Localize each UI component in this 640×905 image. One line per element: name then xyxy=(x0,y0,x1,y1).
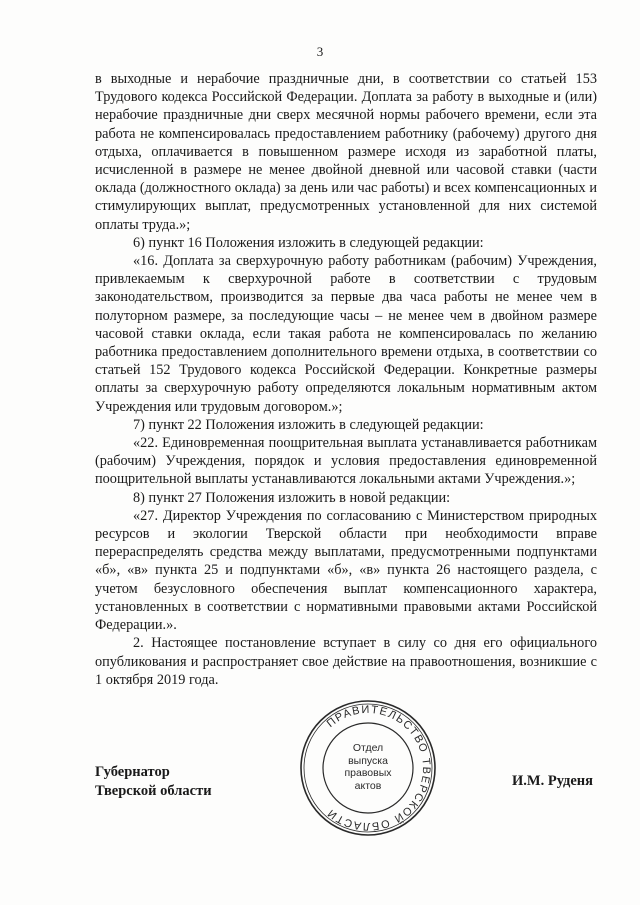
paragraph: «22. Единовременная поощрительная выплата устанавливается работникам (рабочим) Учреждения, порядок и условия предоставления единовременной поощрительной выплаты устанавливаются локальными актами Учреждения.»; xyxy=(95,435,597,488)
paragraph: 6) пункт 16 Положения изложить в следующей редакции: xyxy=(133,234,484,251)
position-line: Тверской области xyxy=(95,783,212,799)
paragraph: 2. Настоящее постановление вступает в силу со дня его официального опубликования и распространяет свое действие на правоотношения, возникшие с 1 октября 2019 года. xyxy=(95,635,597,688)
official-stamp xyxy=(298,698,438,838)
stamp-line: Отдел xyxy=(352,742,384,754)
document-body xyxy=(95,70,597,689)
paragraph: «27. Директор Учреждения по согласованию с Министерством природных ресурсов и экологии Тверской области при необходимости вправе перераспределять средства между выплатами, предусмотренными подпунктами «б», «в» пункта 25 и подпунктами «б», «в» пункта 26 настоящего раздела, с учетом безусловного обеспечения выплат компенсационного характера, установленных в соответствии с нормативными правовыми актами Российской Федерации.». xyxy=(95,507,597,634)
paragraph: 8) пункт 27 Положения изложить в новой редакции: xyxy=(133,489,451,506)
stamp-line: актов xyxy=(354,779,382,792)
signatory-position xyxy=(95,763,212,801)
stamp-center-text xyxy=(298,742,438,792)
stamp-line: правовых xyxy=(344,767,392,779)
signatory-name: И.М. Руденя xyxy=(512,773,594,789)
stamp-line: выпуска xyxy=(348,754,388,767)
stamp-ring-text: ПРАВИТЕЛЬСТВО ТВЕРСКОЙ ОБЛАСТИ xyxy=(324,703,433,833)
position-line: Губернатор xyxy=(95,764,170,780)
paragraph: в выходные и нерабочие праздничные дни, в соответствии со статьей 153 Трудового кодекса Российской Федерации. Доплата за работу в выходные и (или) нерабочие праздничные дни сверх месячной нормы рабочего времени, если эта работа не компенсировалась предоставлением работнику (рабочему) другого дня отдыха, оплачивается в повышенном размере исходя из заработной платы, исчисленной в размере не менее двойной дневной или часовой ставки (части оклада (должностного оклада) за день или час работы) и всех компенсационных и стимулирующих выплат, предусмотренных установленной для них системой оплаты труда.»; xyxy=(95,71,597,233)
page-number: 3 xyxy=(316,44,324,59)
paragraph: 7) пункт 22 Положения изложить в следующей редакции: xyxy=(133,416,484,433)
paragraph: «16. Доплата за сверхурочную работу работникам (рабочим) Учреждения, привлекаемым к сверхурочной работе в соответствии с трудовым законодательством, производится за первые два часа работы не менее чем в полуторном размере, за последующие часы – не менее чем в двойном размере часовой ставки оклада, если такая работа не компенсировалась по желанию работника предоставлением дополнительного времени отдыха, в соответствии со статьей 152 Трудового кодекса Российской Федерации. Конкретные размеры оплаты за сверхурочную работу определяются локальным нормативным актом Учреждения или трудовым договором.»; xyxy=(95,253,597,415)
